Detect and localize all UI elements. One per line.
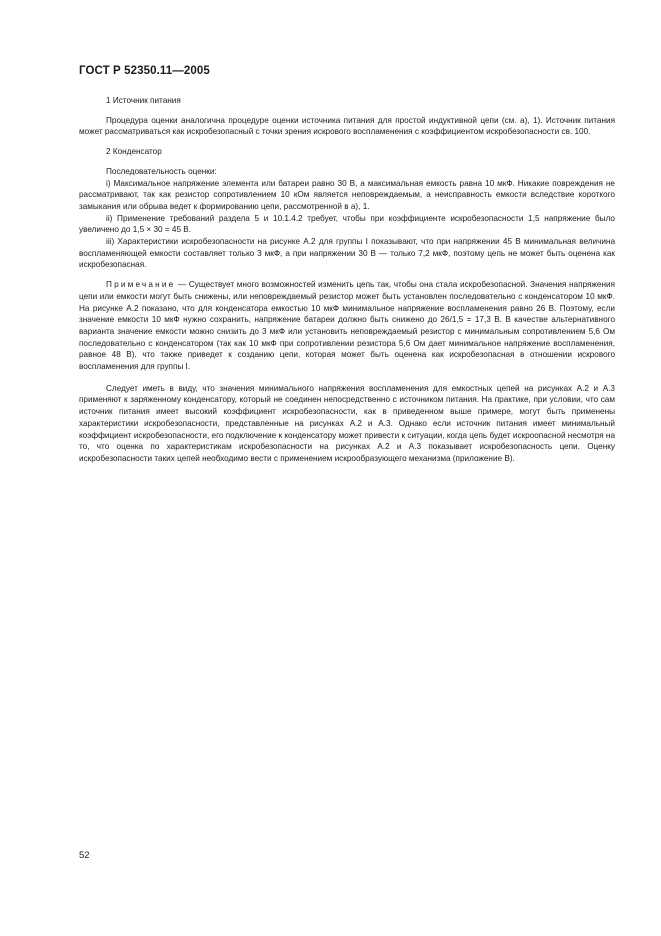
- section-1-heading: 1 Источник питания: [106, 96, 181, 105]
- section-2-intro: Последовательность оценки:: [106, 166, 217, 176]
- note-label: Примечание: [106, 280, 176, 290]
- final-paragraph: Следует иметь в виду, что значения минимального напряжения воспламенения для емкостных цепей на рисунках А.2 и А.3 применяют к заряженному конденсатору, который не соединен непосредственно с источником питания. На практике, при условии, что сам источник питания имеет высокий коэффициент искробезопасности, как в приведенном выше примере, могут быть применены характеристики искробезопасности, представленные на рисунках А.2 и А.3. Однако если источник питания имеет минимальный коэффициент искробезопасности, его подключение к конденсатору может привести к ситуации, когда цепь будет искроопасной несмотря на то, что оценка по характеристикам искробезопасности на рисунках А.2 и А.3 показывает искробезопасность цепи. Оценку искробезопасности таких цепей необходимо вести с применением искрообразующего механизма (приложение В).: [79, 383, 615, 463]
- section-2-heading: 2 Конденсатор: [106, 147, 162, 157]
- document-header: ГОСТ Р 52350.11—2005: [79, 65, 210, 77]
- note-text: — Существует много возможностей изменить цепь так, чтобы она стала искробезопасной. Значения напряжения цепи или емкости могут быть снижены, или неповреждаемый резистор может быть установлен последовательно с конденсатором 10 мкФ. На рисунке А.2 показано, что для конденсатора емкостью 10 мкФ минимальное напряжение воспламенения равно 26 В. Поэтому, если значение емкости 10 мкФ нужно сохранить, напряжение батареи должно быть снижено до 26/1,5 = 17,3 В. В качестве альтернативного варианта значение емкости можно снизить до 3 мкФ или установить неповреждаемый резистор с минимальным сопротивлением 5,6 Ом последовательно с конденсатором (так как 10 мкФ при сопротивлении резистора 5,6 Ом дает минимальное напряжение воспламенения, равное 48 В), что также приведет к созданию цепи, которая может быть оценена как искробезопасная в отношении искрового воспламенения для группы I.: [79, 280, 615, 372]
- section-1-text: Процедура оценки аналогична процедуре оценки источника питания для простой индуктивной цепи (см. а), 1). Источник питания может рассматриваться как искробезопасный с точки зрения искрового воспламенения с коэффициентом искробезопасности св. 100.: [79, 115, 615, 137]
- note-paragraph: [79, 279, 615, 373]
- document-body: [79, 95, 615, 465]
- list-item-ii: ii) Применение требований раздела 5 и 10.1.4.2 требует, чтобы при коэффициенте искробезопасности 1,5 напряжение было увеличено до 1,5 × 30 = 45 В.: [79, 213, 615, 235]
- list-item-iii: iii) Характеристики искробезопасности на рисунке А.2 для группы I показывают, что при напряжении 45 В минимальная величина воспламеняющей емкости составляет только 3 мкФ, а при напряжении 30 В — только 7,2 мкФ, поэтому цепь не может быть оценена как искробезопасная.: [79, 237, 615, 270]
- list-item-i: i) Максимальное напряжение элемента или батареи равно 30 В, а максимальная емкость равна 10 мкФ. Никакие повреждения не рассматривают, так как резистор сопротивлением 10 кОм является неповреждаемым, а неисправность емкости вследствие короткого замыкания или обрыва ведет к формированию цепи, рассмотренной в а), 1.: [79, 178, 615, 211]
- page-number: 52: [79, 850, 90, 861]
